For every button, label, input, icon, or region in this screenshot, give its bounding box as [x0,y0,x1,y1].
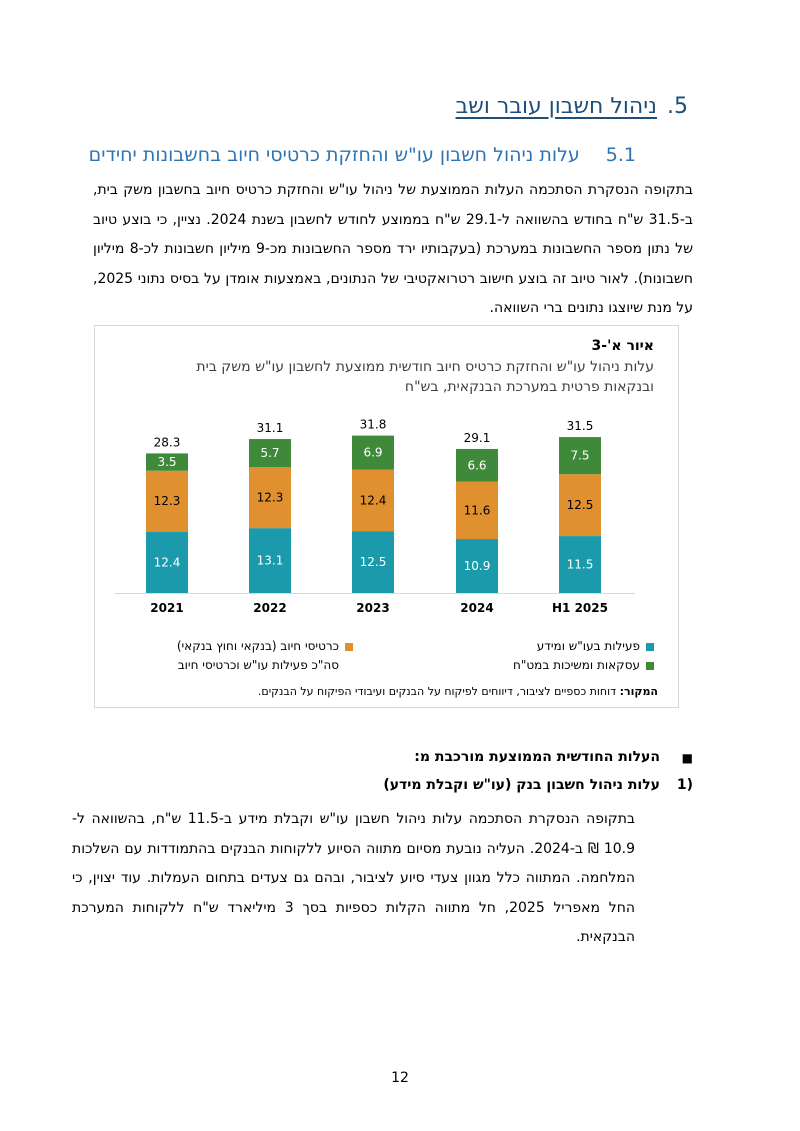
section-title: ניהול חשבון עובר ושב [455,94,657,119]
bar-total-label: 29.1 [463,430,491,445]
figure-source [258,685,658,698]
legend-item-cards [177,639,353,653]
bar-value-label: 6.9 [363,445,383,460]
bar-total-label: 31.5 [566,419,594,434]
x-tick-label: 2023 [356,601,390,615]
legend-label: סה"כ פעילות עו"ש וכרטיסי חיוב [177,658,339,672]
bar-total-label: 28.3 [153,435,181,450]
figure-title-line: ובנקאות פרטית במערכת הבנקאית, בש"ח [404,379,654,395]
intro-paragraph [93,176,693,324]
figure-title-line: עלות ניהול עו"ש והחזקת כרטיס חיוב חודשית ממוצעת לחשבון עו"ש משק בית [196,359,654,375]
legend-label: כרטיסי חיוב (בנקאי וחוץ בנקאי) [176,639,339,653]
bar-value-label: 7.5 [570,448,590,463]
legend-swatch [345,643,353,651]
legend-swatch [646,662,654,670]
list-item-number: 1) [676,777,693,793]
paragraph-line: בתקופה הנסקרת הסתכמה עלות ניהול חשבון עו"ש וקבלת מידע ב-11.5 ש"ח, בהשוואה ל- [72,811,635,827]
x-tick-label: 2024 [460,601,494,615]
legend-swatch [646,643,654,651]
source-text: דוחות כספיים לציבור, דיווחים לפיקוח על הבנקים ועיבודי הפיקוח על הבנקים. [257,685,617,698]
bar-value-label: 12.5 [566,498,594,513]
legend-item-activity [537,639,654,653]
bar-value-label: 11.6 [463,503,491,518]
subsection-number: 5.1 [605,144,636,166]
section-number: 5. [667,94,688,119]
paragraph-line: על מנת שיוצגו נתונים ברי השוואה. [489,300,693,316]
bar-value-label: 12.5 [359,555,387,570]
item-paragraph [72,805,635,953]
bullet-square-icon: ■ [681,751,693,765]
bar-total-label: 31.8 [359,417,387,432]
page-number: 12 [391,1070,409,1086]
figure-box [94,325,679,708]
figure-label: איור א'-3 [591,338,654,354]
bar-value-label: 12.3 [153,494,181,509]
legend-item-total [178,658,339,672]
bar-value-label: 6.6 [467,458,487,473]
bar-value-label: 3.5 [157,455,177,470]
legend-item-fx [513,658,654,672]
bar-value-label: 13.1 [256,553,284,568]
subsection-title: עלות ניהול חשבון עו"ש והחזקת כרטיסי חיוב בחשבונות יחידים [88,144,580,166]
paragraph-line: הבנקאית. [576,929,635,945]
list-item-title: עלות ניהול חשבון בנק (עו"ש וקבלת מידע) [383,777,660,793]
bar-value-label: 12.3 [256,490,284,505]
paragraph-line: בתקופה הנסקרת הסתכמה העלות הממוצעת של ניהול עו"ש והחזקת כרטיס חיוב בחשבון משק בית, [93,182,693,198]
subsection-heading [89,144,636,166]
x-tick-label: 2021 [150,601,184,615]
paragraph-line: 10.9 ₪ ב-2024. העליה נובעת מסיום מתווה הסיוע ללקוחות הבנקים בהתמודדות עם השלכות [72,840,635,857]
bar-value-label: 12.4 [359,493,387,508]
bar-value-label: 10.9 [463,559,491,574]
x-tick-label: 2022 [253,601,287,615]
bar-value-label: 11.5 [566,557,594,572]
section-heading [456,94,688,119]
bar-value-label: 12.4 [153,555,181,570]
paragraph-line: החל מאפריל 2025, חל מתווה הקלות כספיות בסך 3 מיליארד ש"ח ללקוחות המערכת [72,899,636,916]
paragraph-line: חשבונות). לאור טיוב זה בוצע חישוב רטרואקטיבי של הנתונים, באמצעות אומדן על בסיס נתוני 2025, [93,270,693,287]
bar-value-label: 5.7 [260,446,280,461]
bar-total-label: 31.1 [256,421,284,436]
bullet-title: העלות החודשית הממוצעת מורכבת מ: [414,749,660,765]
paragraph-line: המלחמה. המתווה כלל מגוון צעדי סיוע לציבור, ובהם גם צעדים בתחום העמלות. עוד יצוין, כי [72,870,635,886]
paragraph-line: ב-31.5 ש"ח בחודש בהשוואה ל-29.1 ש"ח בממוצע לחודש לחשבון בשנת 2024. נציין, כי בוצע טיוב [93,211,693,228]
paragraph-line: של נתון מספר החשבונות במערכת (בעקבותיו ירד מספר החשבונות מכ-9 מיליון חשבונות לכ-8 מיליון [93,241,694,257]
x-tick-label: H1 2025 [552,601,608,615]
legend-label: פעילות בעו"ש ומידע [536,639,640,653]
source-label: המקור: [619,685,658,698]
legend-label: עסקאות ומשיכות במט"ח [513,658,640,672]
